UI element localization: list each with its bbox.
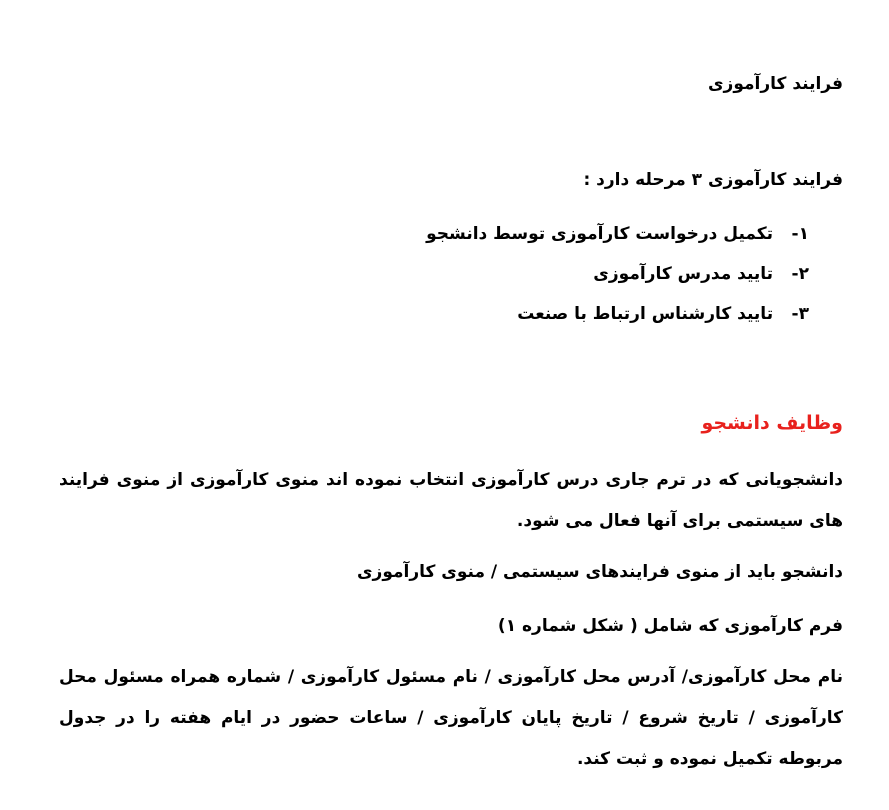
- step-item-2: [593, 262, 809, 286]
- doc-title: فرایند کارآموزی: [707, 74, 843, 94]
- paragraph-2: دانشجو باید از منوی فرایندهای سیستمی / منوی کارآموزی: [356, 562, 843, 582]
- process-intro: فرایند کارآموزی ۳ مرحله دارد :: [583, 170, 843, 190]
- paragraph-4: نام محل کارآموزی/ آدرس محل کارآموزی / نام مسئول کارآموزی / شماره همراه مسئول محل کارآموزی / تاریخ شروع / تاریخ پایان کارآموزی / ساعات حضور در ایام هفته را در جدول مربوطه تکمیل نموده و ثبت کند.: [59, 667, 843, 769]
- step-number: ۳-: [791, 304, 809, 324]
- step-item-3: [517, 302, 809, 326]
- step-text: تکمیل درخواست کارآموزی توسط دانشجو: [426, 224, 774, 244]
- step-text: تایید کارشناس ارتباط با صنعت: [517, 304, 774, 324]
- step-text: تایید مدرس کارآموزی: [593, 264, 774, 284]
- step-item-1: [426, 222, 809, 246]
- step-number: ۱-: [791, 224, 809, 244]
- paragraph-3: فرم کارآموزی که شامل ( شکل شماره ۱): [497, 616, 843, 636]
- step-number: ۲-: [791, 264, 809, 284]
- section-heading: وظایف دانشجو: [701, 412, 843, 434]
- paragraph-1: دانشجویانی که در ترم جاری درس کارآموزی انتخاب نموده اند منوی کارآموزی از منوی فرایند های سیستمی برای آنها فعال می شود.: [59, 470, 843, 531]
